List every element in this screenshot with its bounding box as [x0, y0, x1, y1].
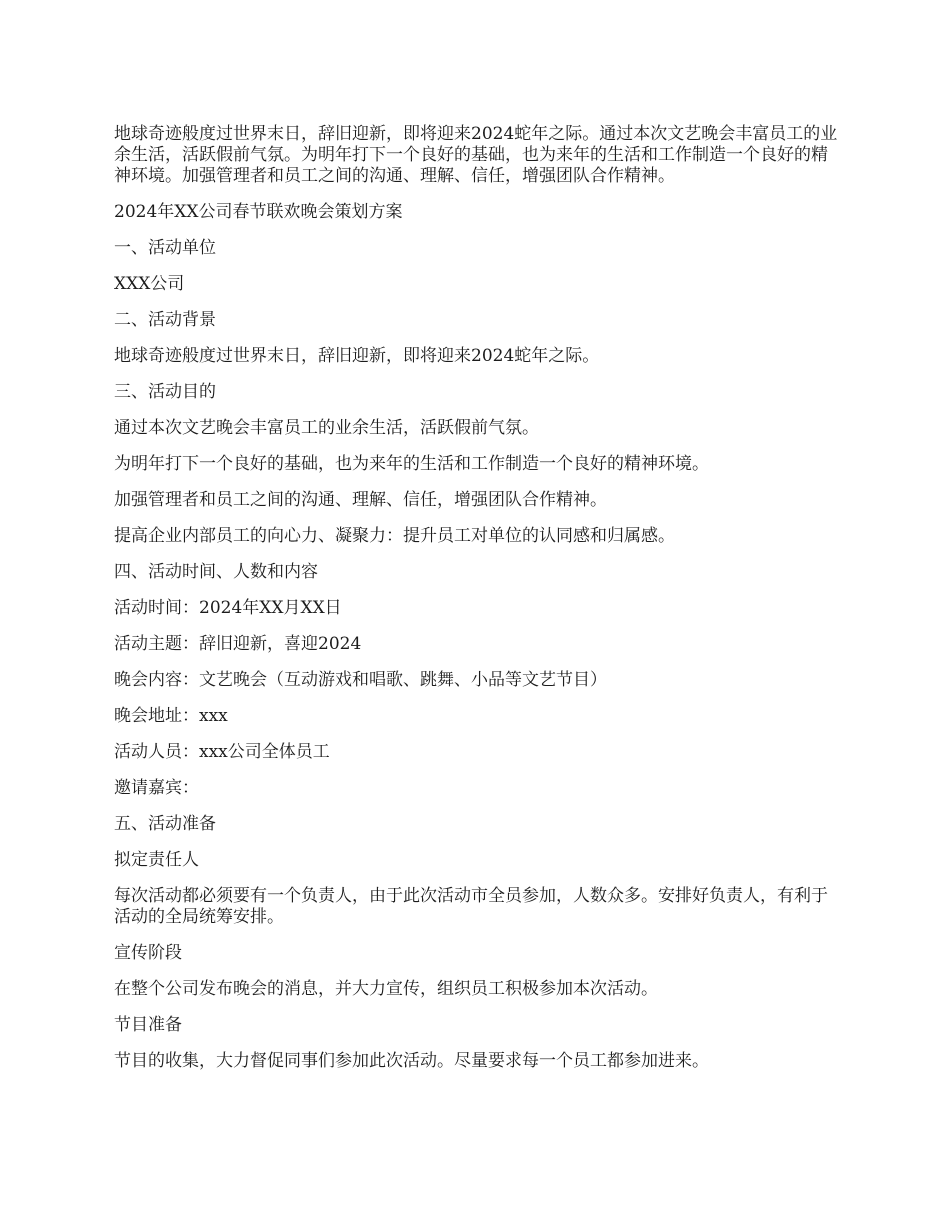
section-heading-time-content: 四、活动时间、人数和内容 [114, 562, 318, 582]
subheading-publicity: 宣传阶段 [114, 943, 182, 963]
purpose-item: 为明年打下一个良好的基础，也为来年的生活和工作制造一个良好的精神环境。 [114, 454, 709, 474]
event-theme: 活动主题：辞旧迎新，喜迎2024 [114, 634, 362, 654]
purpose-item: 提高企业内部员工的向心力、凝聚力：提升员工对单位的认同感和归属感。 [114, 526, 675, 546]
event-address: 晚会地址：xxx [114, 706, 228, 726]
subheading-responsible-person: 拟定责任人 [114, 850, 199, 870]
section-heading-unit: 一、活动单位 [114, 238, 216, 258]
unit-name: XXX公司 [114, 274, 185, 294]
purpose-item: 加强管理者和员工之间的沟通、理解、信任，增强团队合作精神。 [114, 490, 607, 510]
intro-paragraph: 地球奇迹般度过世界末日，辞旧迎新，即将迎来2024蛇年之际。通过本次文艺晚会丰富员工的业余生活，活跃假前气氛。为明年打下一个良好的基础，也为来年的生活和工作制造一个良好的精神环境。加强管理者和员工之间的沟通、理解、信任，增强团队合作精神。 [114, 124, 838, 186]
background-text: 地球奇迹般度过世界末日，辞旧迎新，即将迎来2024蛇年之际。 [114, 346, 600, 366]
event-content: 晚会内容：文艺晚会（互动游戏和唱歌、跳舞、小品等文艺节目） [114, 670, 607, 690]
program-prep-text: 节目的收集，大力督促同事们参加此次活动。尽量要求每一个员工都参加进来。 [114, 1051, 709, 1071]
section-heading-purpose: 三、活动目的 [114, 382, 216, 402]
section-heading-preparation: 五、活动准备 [114, 814, 216, 834]
event-attendees: 活动人员：xxx公司全体员工 [114, 742, 330, 762]
event-guests: 邀请嘉宾： [114, 778, 199, 798]
subheading-program-prep: 节目准备 [114, 1015, 182, 1035]
section-heading-background: 二、活动背景 [114, 310, 216, 330]
responsible-person-text: 每次活动都必须要有一个负责人，由于此次活动市全员参加，人数众多。安排好负责人，有利于活动的全局统筹安排。 [114, 886, 828, 927]
event-time: 活动时间：2024年XX月XX日 [114, 598, 342, 618]
document-title: 2024年XX公司春节联欢晚会策划方案 [114, 202, 403, 222]
publicity-text: 在整个公司发布晚会的消息，并大力宣传，组织员工积极参加本次活动。 [114, 979, 658, 999]
document-page [114, 124, 844, 1087]
purpose-item: 通过本次文艺晚会丰富员工的业余生活，活跃假前气氛。 [114, 418, 539, 438]
